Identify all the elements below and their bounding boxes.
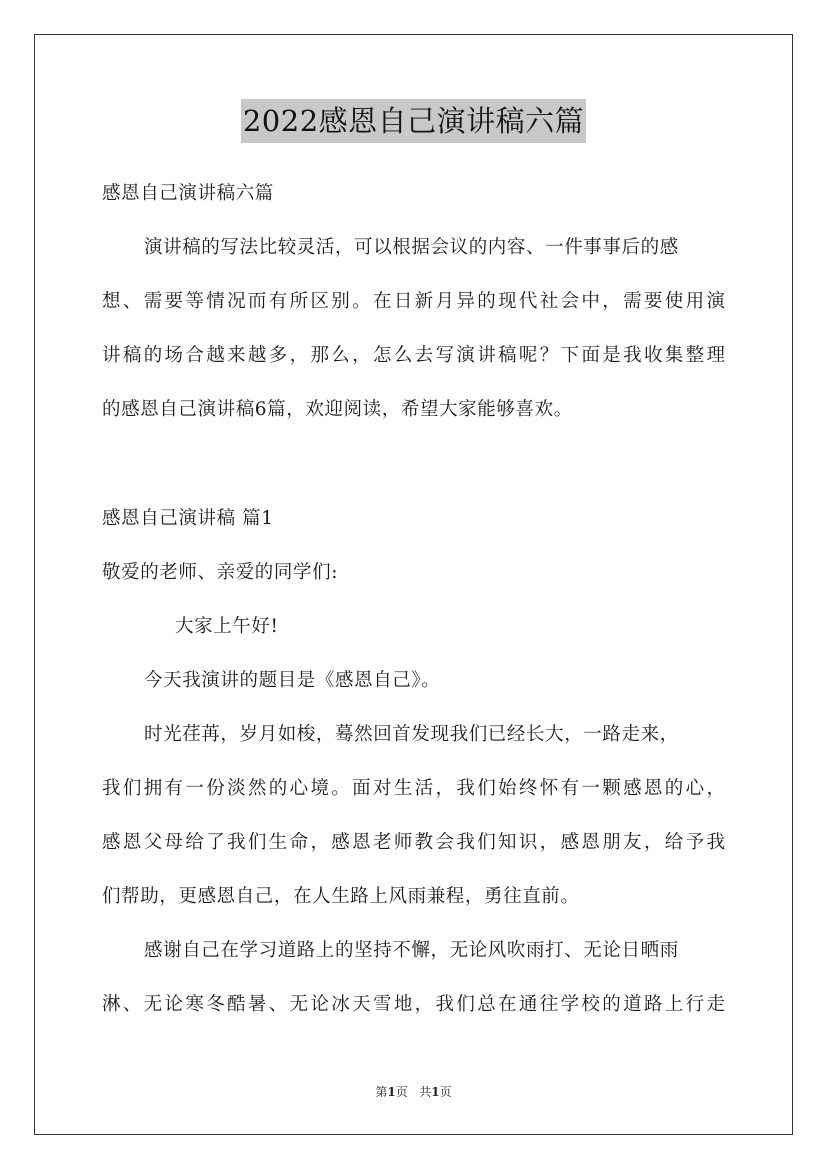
total-pages: 1: [431, 1085, 440, 1099]
subtitle: 感恩自己演讲稿六篇: [102, 183, 274, 204]
para1-line-2: 我们拥有一份淡然的心境。面对生活，我们始终怀有一颗感恩的心，: [102, 778, 725, 799]
para2-line-1: 感谢自己在学习道路上的坚持不懈，无论风吹雨打、无论日晒雨: [144, 940, 679, 961]
intro-line-2: 想、需要等情况而有所区别。在日新月异的现代社会中，需要使用演: [102, 291, 725, 312]
salutation: 敬爱的老师、亲爱的同学们:: [102, 562, 339, 583]
total-suffix: 页: [439, 1085, 452, 1099]
section-heading: 感恩自己演讲稿 篇1: [102, 508, 274, 529]
para1-line-1: 时光荏苒，岁月如梭，蓦然回首发现我们已经长大，一路走来，: [144, 724, 679, 745]
para2-line-2: 淋、无论寒冬酷暑、无论冰天雪地，我们总在通往学校的道路上行走: [102, 994, 725, 1015]
page-number: 1: [387, 1085, 396, 1099]
para1-line-4: 们帮助，更感恩自己，在人生路上风雨兼程，勇往直前。: [102, 886, 580, 907]
greeting: 大家上午好!: [175, 616, 279, 637]
title-wrap: [0, 99, 827, 143]
intro-line-1: 演讲稿的写法比较灵活，可以根据会议的内容、一件事事后的感: [144, 237, 679, 258]
para1-line-3: 感恩父母给了我们生命，感恩老师教会我们知识，感恩朋友，给予我: [102, 832, 725, 853]
page-footer: [0, 1084, 827, 1100]
intro-line-3: 讲稿的场合越来越多，那么，怎么去写演讲稿呢？下面是我收集整理: [102, 345, 725, 366]
page-prefix: 第: [375, 1085, 388, 1099]
intro-line-4: 的感恩自己演讲稿6篇，欢迎阅读，希望大家能够喜欢。: [102, 399, 573, 420]
total-prefix: 共: [419, 1085, 432, 1099]
document-title: 2022感恩自己演讲稿六篇: [241, 99, 586, 143]
topic-line: 今天我演讲的题目是《感恩自己》。: [144, 670, 441, 691]
page-suffix: 页: [395, 1085, 408, 1099]
